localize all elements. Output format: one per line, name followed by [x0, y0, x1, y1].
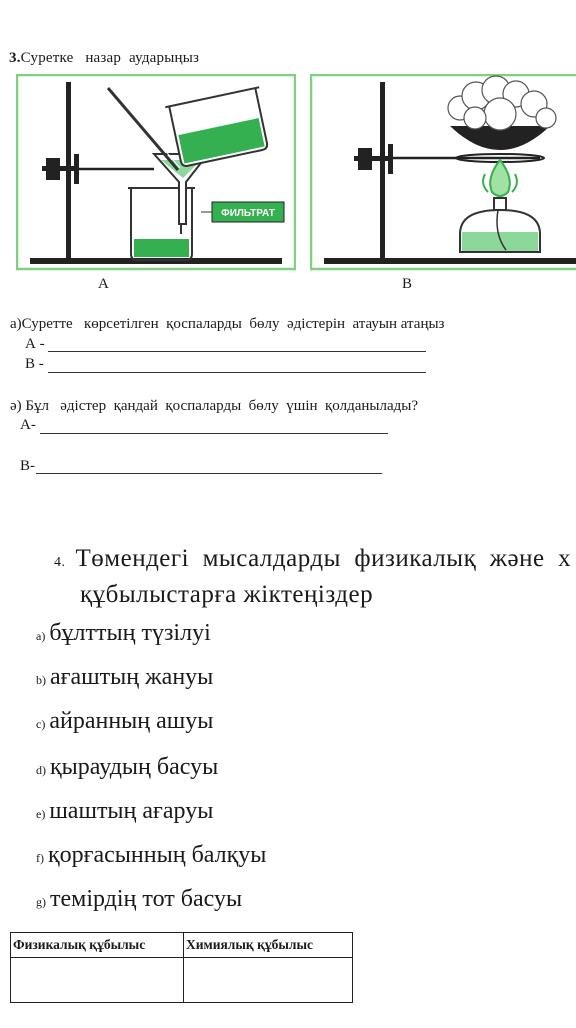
- part-a-answer-b-label: В -: [25, 356, 44, 372]
- item-text: шаштың ағаруы: [49, 798, 214, 824]
- item-label: c): [36, 717, 46, 731]
- figure-a-filtration: [16, 74, 296, 272]
- part-ae-question: ә) Бұл әдістер қандай қоспаларды бөлу үшін қолданылады?: [10, 398, 419, 414]
- stand-rod-b: [380, 82, 385, 260]
- item-label: d): [36, 763, 46, 777]
- list-item: [36, 842, 266, 869]
- item-label: a): [36, 629, 46, 643]
- list-item: [36, 754, 218, 781]
- item-label: f): [36, 851, 44, 865]
- part-a-question: а)Суретте көрсетілген қоспаларды бөлу әдістерін атауын атаңыз: [10, 316, 445, 332]
- flame: [490, 160, 510, 196]
- question-3-heading: [9, 50, 199, 67]
- item-label: e): [36, 807, 46, 821]
- list-item: [36, 798, 213, 825]
- part-a-answer-a-label: А -: [25, 336, 45, 352]
- list-item: [36, 708, 213, 735]
- part-ae-answer-b-label: В-: [20, 458, 35, 474]
- question-4-heading: [54, 543, 571, 611]
- part-ae-answer-a-label: А-: [20, 417, 36, 433]
- item-text: ағаштың жануы: [50, 664, 214, 690]
- vapor-cloud: [448, 76, 556, 130]
- list-item: [36, 664, 213, 691]
- part-a-answer-b-line[interactable]: [48, 371, 426, 373]
- part-ae-answer-b-line[interactable]: [36, 472, 382, 474]
- figure-b-caption: В: [402, 276, 413, 292]
- item-label: b): [36, 673, 46, 687]
- question-4-number: 4.: [54, 555, 66, 570]
- question-4-line2: құбылыстарға жіктеңіздер: [80, 581, 374, 608]
- pouring-beaker: [165, 87, 272, 168]
- filtrate-liquid: [134, 239, 189, 257]
- table-header-chemical: Химиялық құбылыс: [184, 933, 353, 958]
- figure-b-evaporation: [310, 74, 576, 272]
- classification-table: [10, 932, 353, 1003]
- question-3-number: 3.: [9, 50, 21, 66]
- item-label: g): [36, 895, 46, 909]
- table-header-physical: Физикалық құбылыс: [11, 933, 184, 958]
- stand-base-b: [324, 258, 576, 264]
- question-3-title: Суретке назар аударыңыз: [20, 50, 200, 66]
- item-text: қорғасынның балқуы: [48, 842, 267, 868]
- part-ae-answer-a-line[interactable]: [40, 432, 388, 434]
- question-4-line1: Төмендегі мысалдарды физикалық және х: [75, 545, 572, 572]
- list-item: [36, 620, 211, 647]
- part-a-answer-a-line[interactable]: [48, 350, 426, 352]
- table-cell-physical[interactable]: [11, 958, 184, 1003]
- item-text: айранның ашуы: [49, 708, 214, 734]
- item-text: темірдің тот басуы: [50, 886, 243, 912]
- filtrate-label: ФИЛЬТРАТ: [221, 208, 275, 219]
- table-cell-chemical[interactable]: [184, 958, 353, 1003]
- list-item: [36, 886, 242, 913]
- item-text: бұлттың түзілуі: [49, 620, 211, 646]
- item-text: қыраудың басуы: [50, 754, 219, 780]
- figure-a-caption: А: [98, 276, 109, 292]
